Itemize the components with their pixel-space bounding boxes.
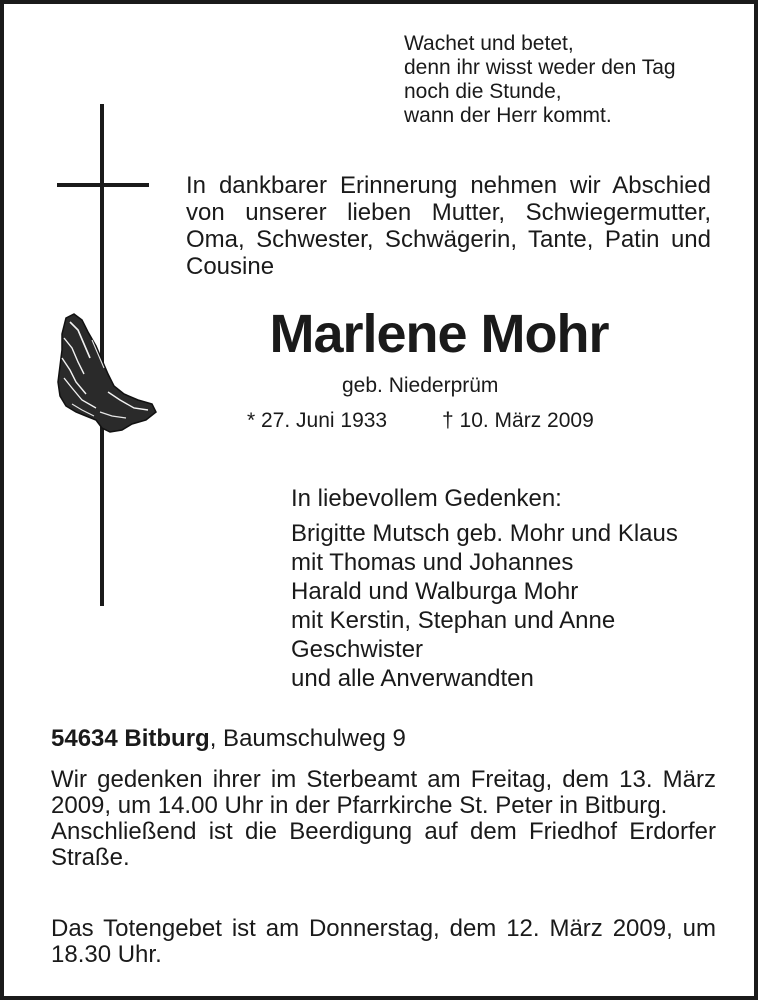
mourner-line: Harald und Walburga Mohr: [291, 578, 579, 605]
service-info: [51, 767, 716, 871]
mourner-line: Brigitte Mutsch geb. Mohr und Klaus: [291, 520, 678, 547]
mourners-list: [291, 484, 731, 693]
intro-text: In dankbarer Erinnerung nehmen wir Abschied von unserer lieben Mutter, Schwiegermutter, Oma, Schwester, Schwägerin, Tante, Patin und Cousine: [186, 172, 711, 280]
address: [51, 725, 406, 753]
address-street: , Baumschulweg 9: [209, 725, 406, 752]
verse-line: noch die Stunde,: [404, 80, 562, 103]
verse-line: denn ihr wisst weder den Tag: [404, 56, 676, 79]
mass-text: Wir gedenken ihrer im Sterbeamt am Freitag, dem 13. März 2009, um 14.00 Uhr in der Pfarrkirche St. Peter in Bitburg.: [51, 766, 716, 819]
wake-info: [51, 916, 716, 968]
mourner-line: mit Thomas und Johannes: [291, 549, 574, 576]
verse-line: Wachet und betet,: [404, 32, 574, 55]
mourner-line: mit Kerstin, Stephan und Anne: [291, 607, 616, 634]
maiden-name: geb. Niederprüm: [342, 374, 499, 397]
bible-verse: [404, 32, 734, 128]
birth-date: * 27. Juni 1933: [247, 409, 388, 432]
burial-text: Anschließend ist die Beerdigung auf dem Friedhof Erdorfer Straße.: [51, 818, 716, 871]
death-date: † 10. März 2009: [442, 409, 594, 432]
praying-hands-icon: [52, 312, 158, 434]
mourners-heading: In liebevollem Gedenken:: [291, 485, 562, 512]
mourner-line: Geschwister: [291, 636, 424, 663]
deceased-name: Marlene Mohr: [269, 304, 609, 364]
cross-crossbar: [57, 183, 149, 187]
address-postal-city: 54634 Bitburg: [51, 725, 210, 752]
verse-line: wann der Herr kommt.: [404, 104, 612, 127]
wake-text: Das Totengebet ist am Donnerstag, dem 12. März 2009, um 18.30 Uhr.: [51, 915, 716, 968]
mourner-line: und alle Anverwandten: [291, 665, 534, 692]
